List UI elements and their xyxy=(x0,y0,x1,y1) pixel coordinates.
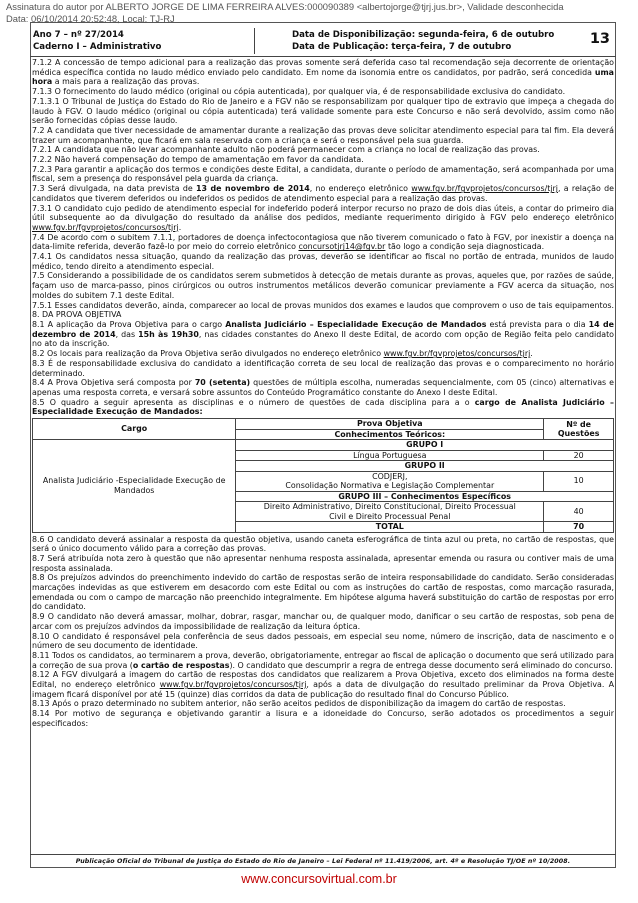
paragraph-8-1: 8.1 A aplicação da Prova Objetiva para o cargo Analista Judiciário – Especialidade Execução de Mandados está prevista para o dia 14 de dezembro de 2014, das 15h às 19h30, nas cidades constantes do Anexo II deste Edital, de acordo com opção de Região feita pelo candidato no ato da inscrição. xyxy=(32,319,614,349)
paragraph-8-2: 8.2 Os locais para realização da Prova Objetiva serão divulgados no endereço eletrônico www.fgv.br/fgvprojetos/concursos/tjrj. xyxy=(32,349,533,359)
paragraph-8-14: 8.14 Por motivo de segurança e objetivando garantir a lisura e a idoneidade do Concurso, serão adotados os procedimentos a seguir especificados: xyxy=(32,709,614,728)
header-prova-objetiva: Prova Objetiva xyxy=(236,419,544,430)
fgv-link[interactable]: www.fgv.br/fgvprojetos/concursos/tjrj xyxy=(411,184,558,194)
paragraph-8-6: 8.6 O candidato deverá assinalar a resposta da questão objetiva, usando caneta esferográfica de tinta azul ou preta, no cartão de respostas, que será o único documento válido para a correção das provas. xyxy=(32,534,614,554)
paragraph-7-1-2: 7.1.2 A concessão de tempo adicional para a realização das provas somente será deferida caso tal recomendação seja decorrente de orientação médica específica contida no laudo médico enviado pelo candidato. Em nome da isonomia entre os candidatos, por padrão, será concedida uma hora a mais para a realização das provas. xyxy=(32,58,614,87)
group-3-heading: GRUPO III – Conhecimentos Específicos xyxy=(236,491,614,502)
paragraph-7-1-3-1: 7.1.3.1 O Tribunal de Justiça do Estado do Rio de Janeiro e a FGV não se responsabilizam por qualquer tipo de extravio que impeça a chegada do laudo à FGV. O laudo médico (original ou cópia autenticada) terá validade somente para este Concurso e não será devolvido, assim como não serão fornecidas cópias desse laudo. xyxy=(32,96,614,126)
paragraph-7-4-1: 7.4.1 Os candidatos nessa situação, quando da realização das provas, deverão se identificar ao fiscal no portão de entrada, munidos de laudo médico, tendo direito a atendimento especial. xyxy=(32,252,614,271)
table-row xyxy=(33,440,614,451)
questions-cell: 20 xyxy=(544,450,614,461)
page-header xyxy=(30,30,616,54)
questions-cell: 40 xyxy=(544,502,614,522)
paragraph-7-2-1: 7.2.1 A candidata que não levar acompanhante adulto não poderá permanecer com a criança no local de realização das provas. xyxy=(32,145,540,155)
paragraph-7-3: 7.3 Será divulgada, na data prevista de 13 de novembro de 2014, no endereço eletrônico www.fgv.br/fgvprojetos/concursos/tjrj, a relação de candidatos que tiverem deferidos ou indeferidos os pedidos de atendimento especial para a realização das provas. xyxy=(32,184,614,203)
paragraph-8-3: 8.3 É de responsabilidade exclusiva do candidato a identificação correta de seu local de realização das provas e o comparecimento no horário determinado. xyxy=(32,358,614,378)
paragraph-7-2-3: 7.2.3 Para garantir a aplicação dos termos e condições deste Edital, a candidata, durante o período de amamentação, será acompanhada por uma fiscal, sem a presença do responsável pela guarda da criança. xyxy=(32,164,614,184)
cargo-cell: Analista Judiciário -Especialidade Execução de Mandados xyxy=(33,440,236,533)
paragraph-7-3-1: 7.3.1 O candidato cujo pedido de atendimento especial for indeferido poderá interpor recurso no prazo de dois dias úteis, a contar do primeiro dia útil subsequente ao da divulgação do resultado da análise dos pedidos, mediante requerimento dirigido à FGV pelo endereço eletrônico www.fgv.br/fgvprojetos/concursos/tjrj. xyxy=(32,203,614,232)
edition-number: Ano 7 – nº 27/2014 xyxy=(33,30,124,40)
paragraph-7-2: 7.2 A candidata que tiver necessidade de amamentar durante a realização das provas deve solicitar atendimento especial para tal fim. Ela deverá trazer um acompanhante, que ficará em sala reservada com a criança e será o responsável pela sua guarda. xyxy=(32,125,614,145)
group-2-heading: GRUPO II xyxy=(236,461,614,472)
website-link[interactable]: www.concursovirtual.com.br xyxy=(241,872,397,886)
questions-cell: 10 xyxy=(544,471,614,491)
paragraph-8-4: 8.4 A Prova Objetiva será composta por 70 (setenta) questões de múltipla escolha, numeradas sequencialmente, com 05 (cinco) alternativas e apenas uma resposta correta, e versará sobre assuntos do Conteúdo Programático constante do Anexo I deste Edital. xyxy=(32,378,614,397)
footer-rule xyxy=(30,854,616,855)
subject-cell: CODJERJ, Consolidação Normativa e Legislação Complementar xyxy=(236,471,544,491)
exam-subjects-table xyxy=(32,418,614,533)
digital-signature-stamp xyxy=(6,1,632,25)
subject-cell: Língua Portuguesa xyxy=(236,450,544,461)
header-cargo: Cargo xyxy=(33,419,236,440)
footer-legal-note: Publicação Oficial do Tribunal de Justiça do Estado do Rio de Janeiro – Lei Federal nº 11.419/2006, art. 4º e Resolução TJ/OE nº 10/2008. xyxy=(75,858,571,865)
publication-date: Data de Publicação: terça-feira, 7 de outubro xyxy=(292,41,512,52)
header-left xyxy=(33,30,161,53)
paragraph-8-8: 8.8 Os prejuízos advindos do preenchimento indevido do cartão de respostas serão de inteira responsabilidade do candidato. Serão consideradas marcações indevidas as que estiverem em desacordo com este Edital ou com as instruções do cartão de respostas, como marcação rasurada, emendada ou com o campo de marcação não preenchido integralmente. Em hipótese alguma haverá substituição do cartão de respostas por erro do candidato. xyxy=(32,573,614,612)
total-value: 70 xyxy=(544,522,614,533)
paragraph-7-5: 7.5 Considerando a possibilidade de os candidatos serem submetidos à detecção de metais durante as provas, aqueles que, por razões de saúde, façam uso de marca-passo, pinos cirúrgicos ou outros instrumentos metálicos deverão comunicar previamente a FGV acerca da situação, nos moldes do subitem 7.1 deste Edital. xyxy=(32,271,614,300)
section-heading-8: 8. DA PROVA OBJETIVA xyxy=(32,310,122,320)
fgv-link[interactable]: www.fgv.br/fgvprojetos/concursos/tjrj xyxy=(32,222,179,232)
total-label: TOTAL xyxy=(236,522,544,533)
paragraph-8-11: 8.11 Todos os candidatos, ao terminarem a prova, deverão, obrigatoriamente, entregar ao fiscal de aplicação o documento que será utilizado para a correção de sua prova (o cartão de respostas). O candidato que descumprir a regra de entrega desse documento será eliminado do concurso. xyxy=(32,650,614,670)
table-header-row xyxy=(33,419,614,430)
paragraph-7-4: 7.4 De acordo com o subitem 7.1.1, portadores de doença infectocontagiosa que não tiverem comunicado o fato à FGV, por inexistir a doença na data-limite referida, deverão fazê-lo por meio do correio eletrônico concursotjrj14@fgv.br tão logo a condição seja diagnosticada. xyxy=(32,232,614,252)
header-dates xyxy=(292,30,554,53)
paragraph-8-7: 8.7 Será atribuída nota zero à questão que não apresentar nenhuma resposta assinalada, apresentar emenda ou rasura ou contiver mais de uma resposta assinalada. xyxy=(32,553,614,573)
group-1-heading: GRUPO I xyxy=(236,440,614,451)
paragraph-7-2-2: 7.2.2 Não haverá compensação do tempo de amamentação em favor da candidata. xyxy=(32,155,364,165)
section-name: Caderno I – Administrativo xyxy=(33,41,162,52)
email-link[interactable]: concursotjrj14@fgv.br xyxy=(298,242,386,252)
header-rule xyxy=(30,56,616,57)
page-number: 13 xyxy=(589,31,610,47)
availability-date: Data de Disponibilização: segunda-feira, 6 de outubro xyxy=(292,30,555,40)
header-divider xyxy=(254,28,255,54)
document-body xyxy=(32,58,614,729)
paragraph-8-12: 8.12 A FGV divulgará a imagem do cartão de respostas dos candidatos que realizarem a Prova Objetiva, exceto dos eliminados na forma deste Edital, no endereço eletrônico www.fgv.br/fgvprojetos/concursos/tjrj, após a data de divulgação do resultado preliminar da Prova Objetiva. A imagem ficará disponível por até 15 (quinze) dias corridos da data de publicação do resultado final do Concurso Público. xyxy=(32,670,614,699)
fgv-link[interactable]: www.fgv.br/fgvprojetos/concursos/tjrj xyxy=(383,349,531,359)
paragraph-8-10: 8.10 O candidato é responsável pela conferência de seus dados pessoais, em especial seu nome, número de inscrição, data de nascimento e o número de seu documento de identidade. xyxy=(32,631,614,651)
paragraph-8-5: 8.5 O quadro a seguir apresenta as disciplinas e o número de questões de cada disciplina para a o cargo de Analista Judiciário – Especialidade Execução de Mandados: xyxy=(32,397,615,417)
header-questoes: Nº de Questões xyxy=(544,419,614,440)
paragraph-8-9: 8.9 O candidato não deverá amassar, molhar, dobrar, rasgar, manchar ou, de qualquer modo, danificar o seu cartão de respostas, sob pena de arcar com os prejuízos advindos da impossibilidade de realização da leitura óptica. xyxy=(32,612,614,631)
signature-line: Assinatura do autor por ALBERTO JORGE DE LIMA FERREIRA ALVES:000090389 <albertojorge@tjrj.jus.br>, Validade desconhecida xyxy=(6,1,564,12)
paragraph-8-13: 8.13 Após o prazo determinado no subitem anterior, não serão aceitos pedidos de disponibilização da imagem do cartão de respostas. xyxy=(32,699,566,709)
paragraph-7-1-3: 7.1.3 O fornecimento do laudo médico (original ou cópia autenticada), por qualquer via, é de responsabilidade exclusiva do candidato. xyxy=(32,87,566,97)
fgv-link[interactable]: www.fgv.br/fgvprojetos/concursos/tjrj xyxy=(159,680,307,690)
subject-cell: Direito Administrativo, Direito Constitucional, Direito Processual Civil e Direito Processual Penal xyxy=(236,502,544,522)
signature-date-line: Data: 06/10/2014 20:52:48, Local: TJ-RJ xyxy=(6,13,175,24)
paragraph-7-5-1: 7.5.1 Esses candidatos deverão, ainda, comparecer ao local de provas munidos dos exames e laudos que comprovem o uso de tais equipamentos. xyxy=(32,300,615,310)
header-conhecimentos: Conhecimentos Teóricos: xyxy=(236,429,544,440)
